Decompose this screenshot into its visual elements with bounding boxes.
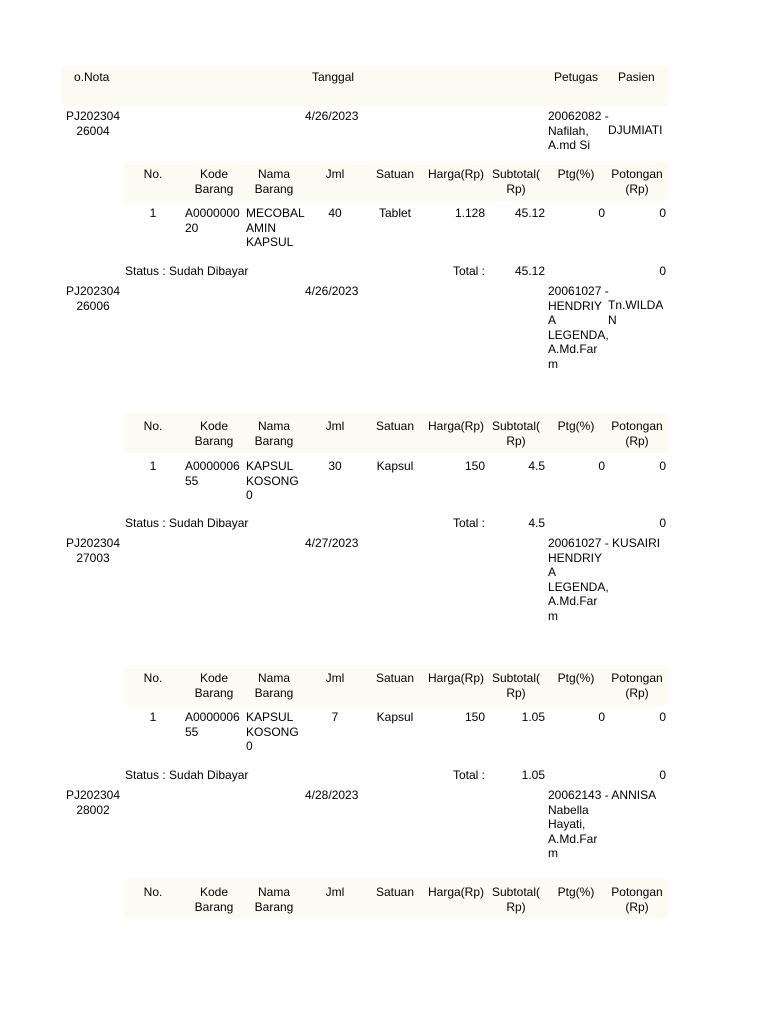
item-subtotal: 4.5 — [528, 459, 545, 473]
total-potongan: 0 — [659, 264, 666, 278]
detail-header-jml: Jml — [325, 671, 345, 685]
total-potongan: 0 — [659, 516, 666, 530]
item-no: 1 — [149, 710, 157, 724]
item-subtotal: 45.12 — [514, 206, 545, 220]
detail-header-subtotal: Subtotal( Rp) — [491, 671, 541, 700]
item-satuan: Kapsul — [376, 710, 414, 724]
detail-header-harga: Harga(Rp) — [427, 419, 484, 433]
item-kode: A0000006 55 — [185, 459, 240, 488]
detail-header-nama: Nama Barang — [254, 671, 294, 700]
total-label: Total : — [452, 768, 485, 782]
item-jml: 7 — [331, 710, 339, 724]
header-petugas: Petugas — [554, 70, 599, 84]
detail-header-nama: Nama Barang — [254, 167, 294, 196]
detail-header-harga: Harga(Rp) — [427, 885, 484, 899]
record-petugas: 20062082 - Nafilah, A.md Si — [548, 109, 609, 152]
item-kode: A0000000 20 — [185, 206, 240, 235]
detail-header-satuan: Satuan — [375, 671, 415, 685]
detail-header-no: No. — [143, 885, 163, 899]
detail-header-ptg: Ptg(%) — [557, 419, 595, 433]
status-text: Status : Sudah Dibayar — [125, 516, 249, 530]
item-ptg: 0 — [598, 710, 605, 724]
item-subtotal: 1.05 — [521, 710, 545, 724]
record-nota: PJ202304 28002 — [65, 788, 121, 817]
item-ptg: 0 — [598, 459, 605, 473]
item-ptg: 0 — [598, 206, 605, 220]
status-text: Status : Sudah Dibayar — [125, 264, 249, 278]
record-tanggal: 4/26/2023 — [305, 109, 359, 123]
detail-header-jml: Jml — [325, 885, 345, 899]
detail-header-ptg: Ptg(%) — [557, 167, 595, 181]
item-jml: 30 — [328, 459, 342, 473]
detail-header-satuan: Satuan — [375, 885, 415, 899]
detail-header-potongan: Potongan (Rp) — [611, 167, 663, 196]
item-satuan: Kapsul — [376, 459, 414, 473]
item-jml: 40 — [328, 206, 342, 220]
detail-header-potongan: Potongan (Rp) — [611, 885, 663, 914]
detail-header-nama: Nama Barang — [254, 885, 294, 914]
record-tanggal: 4/26/2023 — [305, 284, 359, 298]
record-pasien: DJUMIATI — [608, 123, 663, 137]
item-nama: MECOBAL AMIN KAPSUL — [246, 206, 305, 249]
detail-header-kode: Kode Barang — [194, 167, 234, 196]
record-tanggal: 4/27/2023 — [305, 536, 359, 550]
item-potongan: 0 — [659, 710, 666, 724]
detail-header-potongan: Potongan (Rp) — [611, 671, 663, 700]
item-harga: 150 — [464, 459, 485, 473]
header-pasien: Pasien — [618, 70, 655, 84]
record-petugas: 20061027 - KUSAIRI HENDRIY A LEGENDA, A.Md.Far m — [548, 536, 661, 623]
item-potongan: 0 — [659, 206, 666, 220]
total-value: 45.12 — [514, 264, 545, 278]
record-petugas: 20061027 - HENDRIY A LEGENDA, A.Md.Far m — [548, 284, 609, 371]
detail-header-harga: Harga(Rp) — [427, 671, 484, 685]
total-potongan: 0 — [659, 768, 666, 782]
detail-header-potongan: Potongan (Rp) — [611, 419, 663, 448]
record-nota: PJ202304 26006 — [65, 284, 121, 313]
record-pasien: Tn.WILDA N — [608, 298, 664, 327]
item-potongan: 0 — [659, 459, 666, 473]
record-tanggal: 4/28/2023 — [305, 788, 359, 802]
detail-header-ptg: Ptg(%) — [557, 671, 595, 685]
detail-header-kode: Kode Barang — [194, 419, 234, 448]
total-value: 4.5 — [528, 516, 545, 530]
item-satuan: Tablet — [378, 206, 412, 220]
record-nota: PJ202304 26004 — [65, 109, 121, 138]
item-no: 1 — [149, 206, 157, 220]
detail-header-subtotal: Subtotal( Rp) — [491, 419, 541, 448]
detail-header-no: No. — [143, 167, 163, 181]
item-no: 1 — [149, 459, 157, 473]
detail-header-harga: Harga(Rp) — [427, 167, 484, 181]
record-petugas: 20062143 - ANNISA Nabella Hayati, A.Md.Far m — [548, 788, 657, 860]
total-value: 1.05 — [521, 768, 545, 782]
item-nama: KAPSUL KOSONG 0 — [246, 459, 299, 502]
record-nota: PJ202304 27003 — [65, 536, 121, 565]
header-no-nota: o.Nota — [74, 70, 110, 84]
item-harga: 1.128 — [454, 206, 485, 220]
detail-header-jml: Jml — [325, 167, 345, 181]
detail-header-no: No. — [143, 419, 163, 433]
item-nama: KAPSUL KOSONG 0 — [246, 710, 299, 753]
detail-header-satuan: Satuan — [375, 167, 415, 181]
detail-header-ptg: Ptg(%) — [557, 885, 595, 899]
header-tanggal: Tanggal — [312, 70, 355, 84]
item-kode: A0000006 55 — [185, 710, 240, 739]
detail-header-satuan: Satuan — [375, 419, 415, 433]
status-text: Status : Sudah Dibayar — [125, 768, 249, 782]
detail-header-kode: Kode Barang — [194, 885, 234, 914]
total-label: Total : — [452, 264, 485, 278]
detail-header-no: No. — [143, 671, 163, 685]
detail-header-kode: Kode Barang — [194, 671, 234, 700]
total-label: Total : — [452, 516, 485, 530]
detail-header-subtotal: Subtotal( Rp) — [491, 167, 541, 196]
detail-header-subtotal: Subtotal( Rp) — [491, 885, 541, 914]
detail-header-jml: Jml — [325, 419, 345, 433]
detail-header-nama: Nama Barang — [254, 419, 294, 448]
item-harga: 150 — [464, 710, 485, 724]
